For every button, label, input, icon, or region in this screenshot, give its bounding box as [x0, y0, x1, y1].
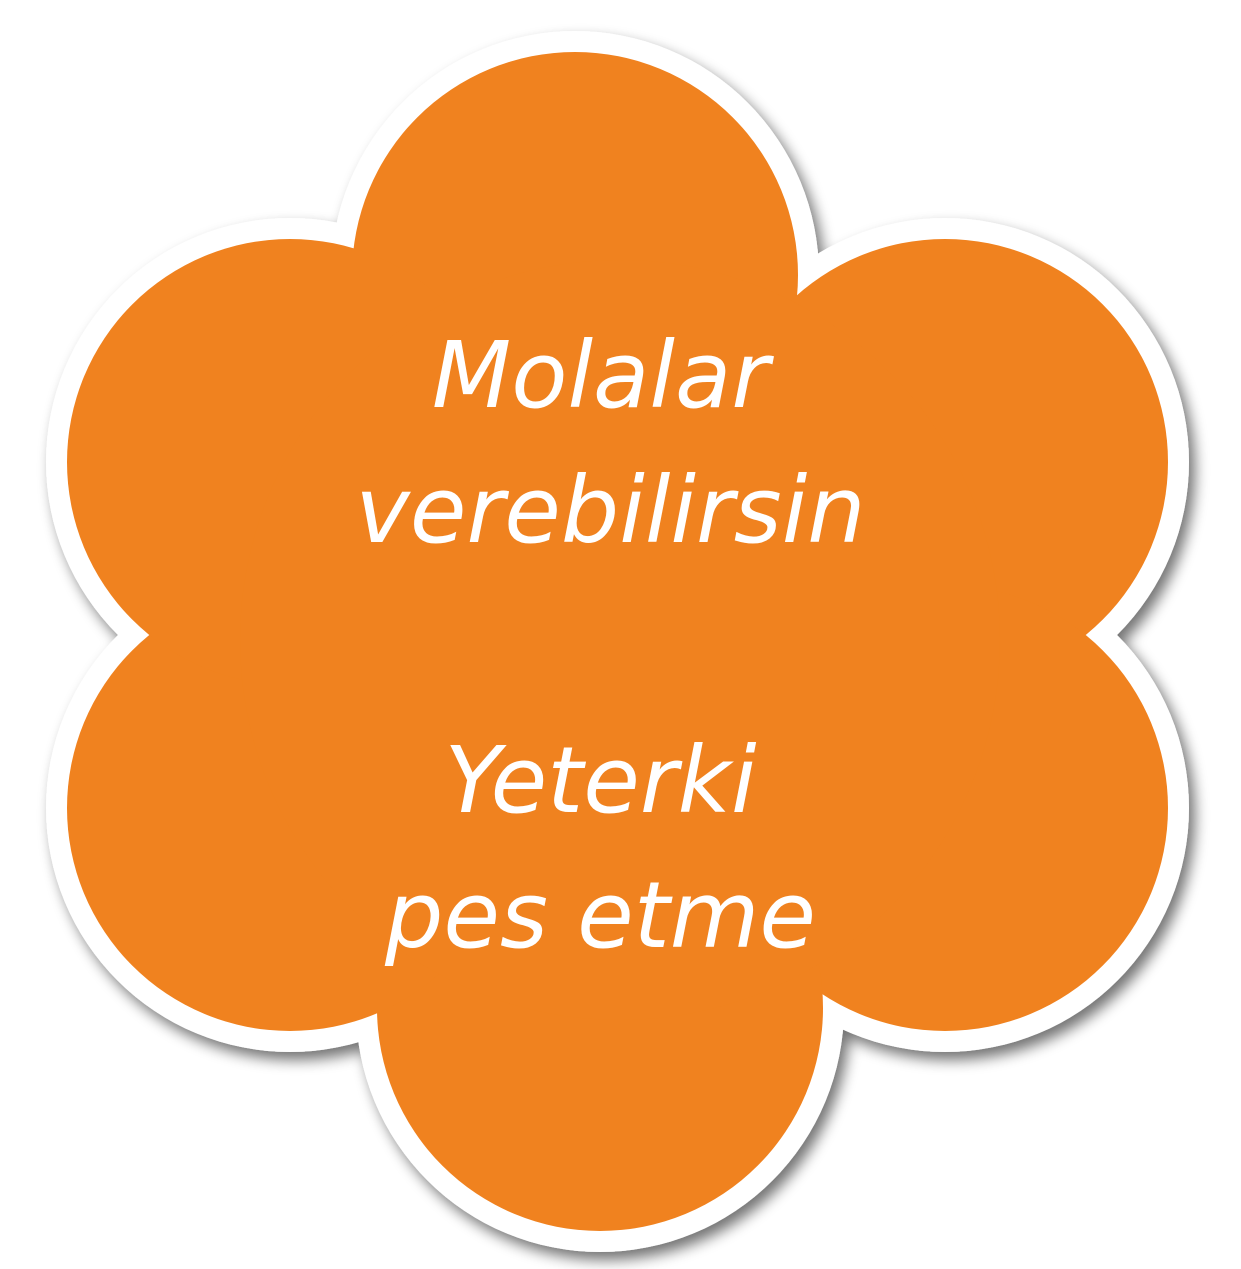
message-line-3: Yeterki [444, 727, 757, 834]
message-line-1: Molalar [431, 322, 770, 429]
message-line-4: pes etme [384, 862, 817, 969]
message-line-2: verebilirsin [355, 457, 866, 564]
